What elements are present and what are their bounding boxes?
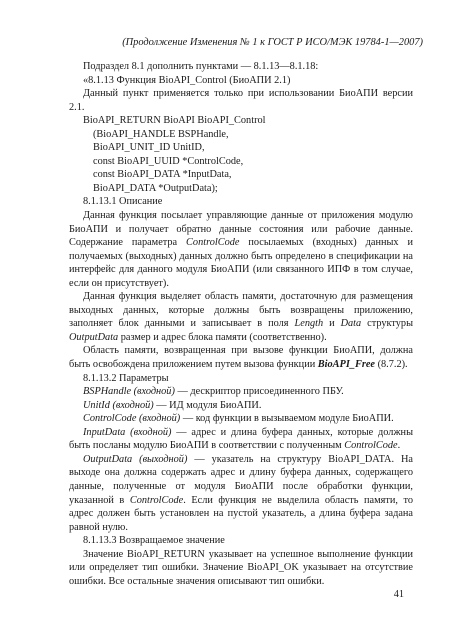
code-line: BioAPI_UNIT_ID UnitID, — [93, 142, 205, 154]
subclause-heading-description: 8.1.13.1 Описание — [83, 196, 163, 208]
code-line: const BioAPI_UUID *ControlCode, — [93, 155, 244, 167]
code-line: BioAPI_DATA *OutputData); — [93, 182, 218, 194]
subclause-heading-return: 8.1.13.3 Возвращаемое значение — [83, 535, 225, 547]
code-line: const BioAPI_DATA *InputData, — [93, 169, 232, 181]
document-body — [69, 60, 413, 588]
parameter-bsphandle: BSPHandle (входной) — дескриптор присоединенного ПБУ. — [83, 386, 344, 398]
page-number: 41 — [393, 589, 404, 600]
parameter-unitid: UnitId (входной) — ИД модуля БиоАПИ. — [83, 399, 262, 411]
paragraph-return: Значение BioAPI_RETURN указывает на успешное выполнение функции или определяет тип ошибки. Значение BioAPI_OK указывает на отсутствие ошибки. Все остальные значения описывают тип ошибки. — [69, 548, 413, 587]
paragraph-description: Данная функция посылает управляющие данные от приложения модулю БиоАПИ и получает обратно данные состояния или рабочие данные. Содержание параметра ControlCode посылаемых (входных) данных и получаемых (выходных) данных должно быть определено в спецификации на интерфейс для данного модуля БиоАПИ (или связанного ИПФ в том случае, если он присутствует). — [69, 210, 413, 289]
clause-heading: «8.1.13 Функция BioAPI_Control (БиоАПИ 2.1) — [83, 74, 291, 86]
code-line: (BioAPI_HANDLE BSPHandle, — [93, 128, 229, 140]
running-header: (Продолжение Изменения № 1 к ГОСТ Р ИСО/МЭК 19784-1—2007) — [122, 37, 423, 48]
function-signature — [69, 114, 413, 195]
parameter-inputdata: InputData (входной) — адрес и длина буфера данных, которые должны быть посланы модулю БиоАПИ в соответствии с полученным ControlCode. — [69, 426, 413, 452]
paragraph-memory: Данная функция выделяет область памяти, достаточную для размещения выходных данных, которые должны быть возвращены приложению, заполняет блок данными и записывает в поля Length и Data структуры OutputData размер и адрес блока памяти (соответственно). — [69, 291, 413, 343]
paragraph-version-note: Данный пункт применяется только при использовании БиоАПИ версии 2.1. — [69, 88, 413, 113]
parameter-controlcode: ControlCode (входной) — код функции в вызываемом модуле БиоАПИ. — [83, 413, 394, 425]
paragraph-intro: Подраздел 8.1 дополнить пунктами — 8.1.13—8.1.18: — [83, 61, 319, 72]
code-line: BioAPI_RETURN BioAPI BioAPI_Control — [83, 115, 266, 127]
subclause-heading-parameters: 8.1.13.2 Параметры — [83, 372, 169, 384]
paragraph-free: Область памяти, возвращенная при вызове функции БиоАПИ, должна быть освобождена приложением путем вызова функции BioAPI_Free (8.7.2). — [69, 345, 413, 371]
parameter-outputdata: OutputData (выходной) — указатель на структуру BioAPI_DATA. На выходе она должна содержать адрес и длину буфера данных, содержащего данные, полученные от модуля БиоАПИ после обработки функции, указанной в ControlCode. Если функция не выделила область памяти, то адрес должен быть установлен на пустой указатель, а длина буфера задана равной нулю. — [69, 453, 413, 533]
